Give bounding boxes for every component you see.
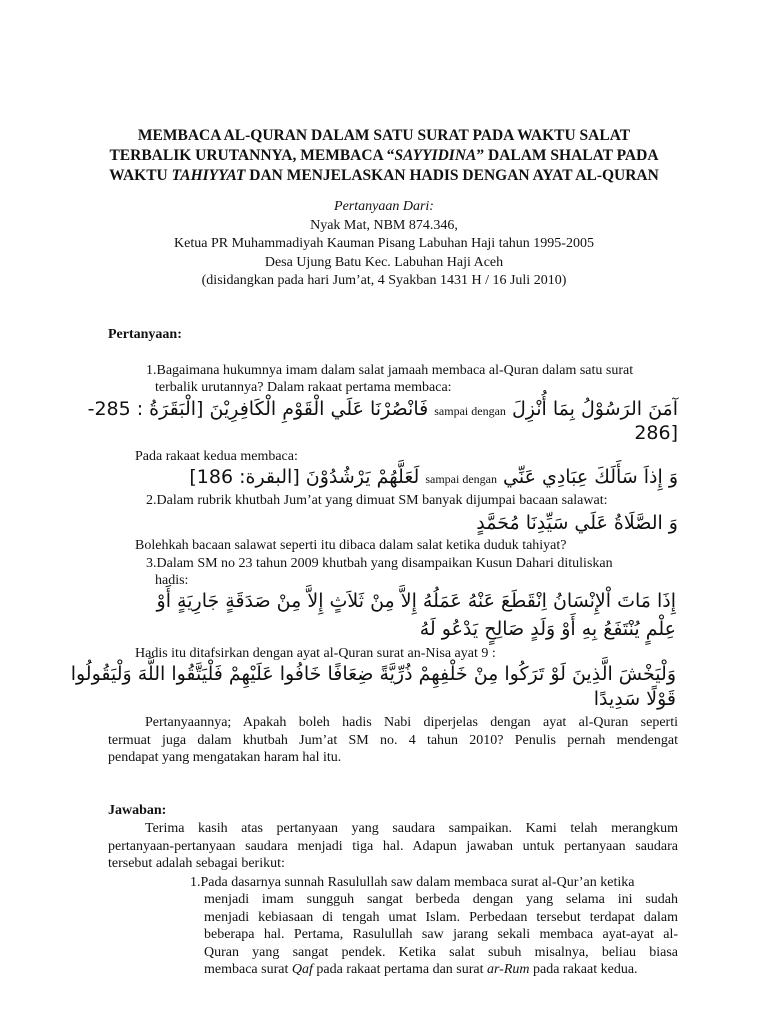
answer-point-1-line-4: beberapa hal. Pertama, Rasulullah saw jarang sekali membaca ayat-ayat al-: [204, 927, 678, 942]
question-closing-paragraph: [108, 714, 678, 767]
answer-point-1-line-1: 1.Pada dasarnya sunnah Rasulullah saw dalam membaca surat al-Qur’an ketika: [190, 875, 635, 890]
session-date: (disidangkan pada hari Jum’at, 4 Syakban 1431 H / 16 Juli 2010): [201, 273, 567, 289]
document-title: [60, 126, 708, 186]
closing-line-3: pendapat yang mengatakan haram hal itu.: [108, 750, 342, 765]
answer-intro-line-2: pertanyaan-pertanyaan saudara menjadi tiga hal. Adapun jawaban untuk pertanyaan saudara: [108, 838, 678, 854]
verse-1-line: [88, 396, 678, 424]
verse-2-start: وَ إِذاَ سَأَلَكَ عِبَادِي عَنِّي: [503, 466, 678, 488]
nisa-verse-line-1: وَلْيَخْشَ الَّذِينَ لَوْ تَرَكُوا مِنْ خَلْفِهِمْ ذُرِّيَّةً ضِعَافًا خَافُوا عَلَيْهِمْ فَلْيَتَّقُوا اللَّهَ وَلْيَقُولُوا: [70, 663, 676, 685]
answer-point-1-line-5: Quran yang sangat pendek. Ketika salat subuh misalnya, beliau biasa: [204, 944, 678, 960]
verse-2-end: لَعَلَّهُمْ يَرْشُدُوْنَ [البقرة: 186]: [189, 466, 420, 488]
question-2: 2.Dalam rubrik khutbah Jum’at yang dimuat SM banyak dijumpai bacaan salawat:: [146, 493, 608, 508]
salawat-text: وَ الصَّلَاةُ عَلَي سَيِّدِنَا مُحَمَّدٍ: [476, 512, 678, 534]
question-1-line-1: 1.Bagaimana hukumnya imam dalam salat jamaah membaca al-Quran dalam satu surat: [146, 363, 634, 378]
title-line-3: WAKTU TAHIYYAT DAN MENJELASKAN HADIS DENGAN AYAT AL-QURAN: [109, 167, 659, 184]
questioner-name: Nyak Mat, NBM 874.346,: [310, 217, 458, 233]
title-line-1: MEMBACA AL-QURAN DALAM SATU SURAT PADA WAKTU SALAT: [137, 127, 631, 144]
answer-intro-paragraph: [108, 820, 678, 873]
answer-intro-line-3: tersebut adalah sebagai berikut:: [108, 856, 285, 871]
nisa-verse-line-2: قَوْلًا سَدِيدًا: [593, 688, 676, 710]
answer-point-1-line-3: menjadi kebiasaan di tengah umat Islam. Perbedaan tersebut terdapat dalam: [204, 909, 678, 925]
questions-heading: Pertanyaan:: [108, 327, 182, 342]
question-3-follow-up: Hadis itu ditafsirkan dengan ayat al-Quran surat an-Nisa ayat 9 :: [135, 646, 496, 661]
closing-line-1: Pertanyaannya; Apakah boleh hadis Nabi diperjelas dengan ayat al-Quran seperti: [145, 715, 678, 730]
hadith-line-1: إِذَا مَاتَ اْلإِنْسَانُ اِنْقَطَعَ عَنْهُ عَمَلُهُ إِلاَّ مِنْ ثَلاَثٍ إِلاَّ مِنْ صَدَقَةٍ جَارِيَةٍ أَوْ: [156, 590, 676, 612]
answer-heading: Jawaban:: [108, 803, 167, 818]
question-1-line-2: terbalik urutannya? Dalam rakaat pertama membaca:: [155, 380, 452, 395]
questioner-info: [60, 198, 708, 291]
verse-1-reference-end: [286: [634, 422, 678, 444]
verse-1-start: آمَنَ الرَسُوْلُ بِمَا أُنْزِلَ: [511, 398, 678, 420]
answer-point-1-line-6: membaca surat Qaf pada rakaat pertama dan surat ar-Rum pada rakaat kedua.: [204, 962, 638, 977]
questioner-label: Pertanyaan Dari:: [334, 199, 434, 214]
answer-point-1-line-2: menjadi imam sungguh sangat berbeda dengan yang selama ini sudah: [204, 892, 678, 907]
question-3-line-2: hadis:: [155, 573, 189, 588]
verse-1-end: فَانْصُرْنَا عَلَي الْقَوْمِ الْكَافِرِيْنَ [الْبَقَرَةُ : 285-: [87, 398, 429, 420]
answer-intro-line-1: Terima kasih atas pertanyaan yang saudara sampaikan. Kami telah merangkum: [145, 821, 678, 836]
questioner-address: Desa Ujung Batu Kec. Labuhan Haji Aceh: [264, 254, 504, 270]
closing-line-2: termuat juga dalam khutbah Jum’at SM no. 4 tahun 2010? Penulis pernah mendengat: [108, 732, 678, 748]
hadith-line-2: عِلْمٍ يُنْتَفَعُ بِهِ أَوْ وَلَدٍ صَالِحٍ يَدْعُو لَهُ: [419, 618, 676, 640]
verse-2-line: [189, 464, 678, 492]
question-3-line-1: 3.Dalam SM no 23 tahun 2009 khutbah yang disampaikan Kusun Dahari dituliskan: [146, 556, 613, 571]
question-2-follow-up: Bolehkah bacaan salawat seperti itu dibaca dalam salat ketika duduk tahiyat?: [135, 538, 567, 553]
questioner-position: Ketua PR Muhammadiyah Kauman Pisang Labuhan Haji tahun 1995-2005: [174, 236, 594, 252]
verse-1-connector: sampai dengan: [434, 404, 506, 418]
question-1-second-rakaat: Pada rakaat kedua membaca:: [135, 449, 298, 464]
answer-point-1-body: [204, 891, 678, 979]
title-line-2: TERBALIK URUTANNYA, MEMBACA “SAYYIDINA” DALAM SHALAT PADA: [109, 147, 659, 164]
verse-2-connector: sampai dengan: [425, 472, 497, 486]
